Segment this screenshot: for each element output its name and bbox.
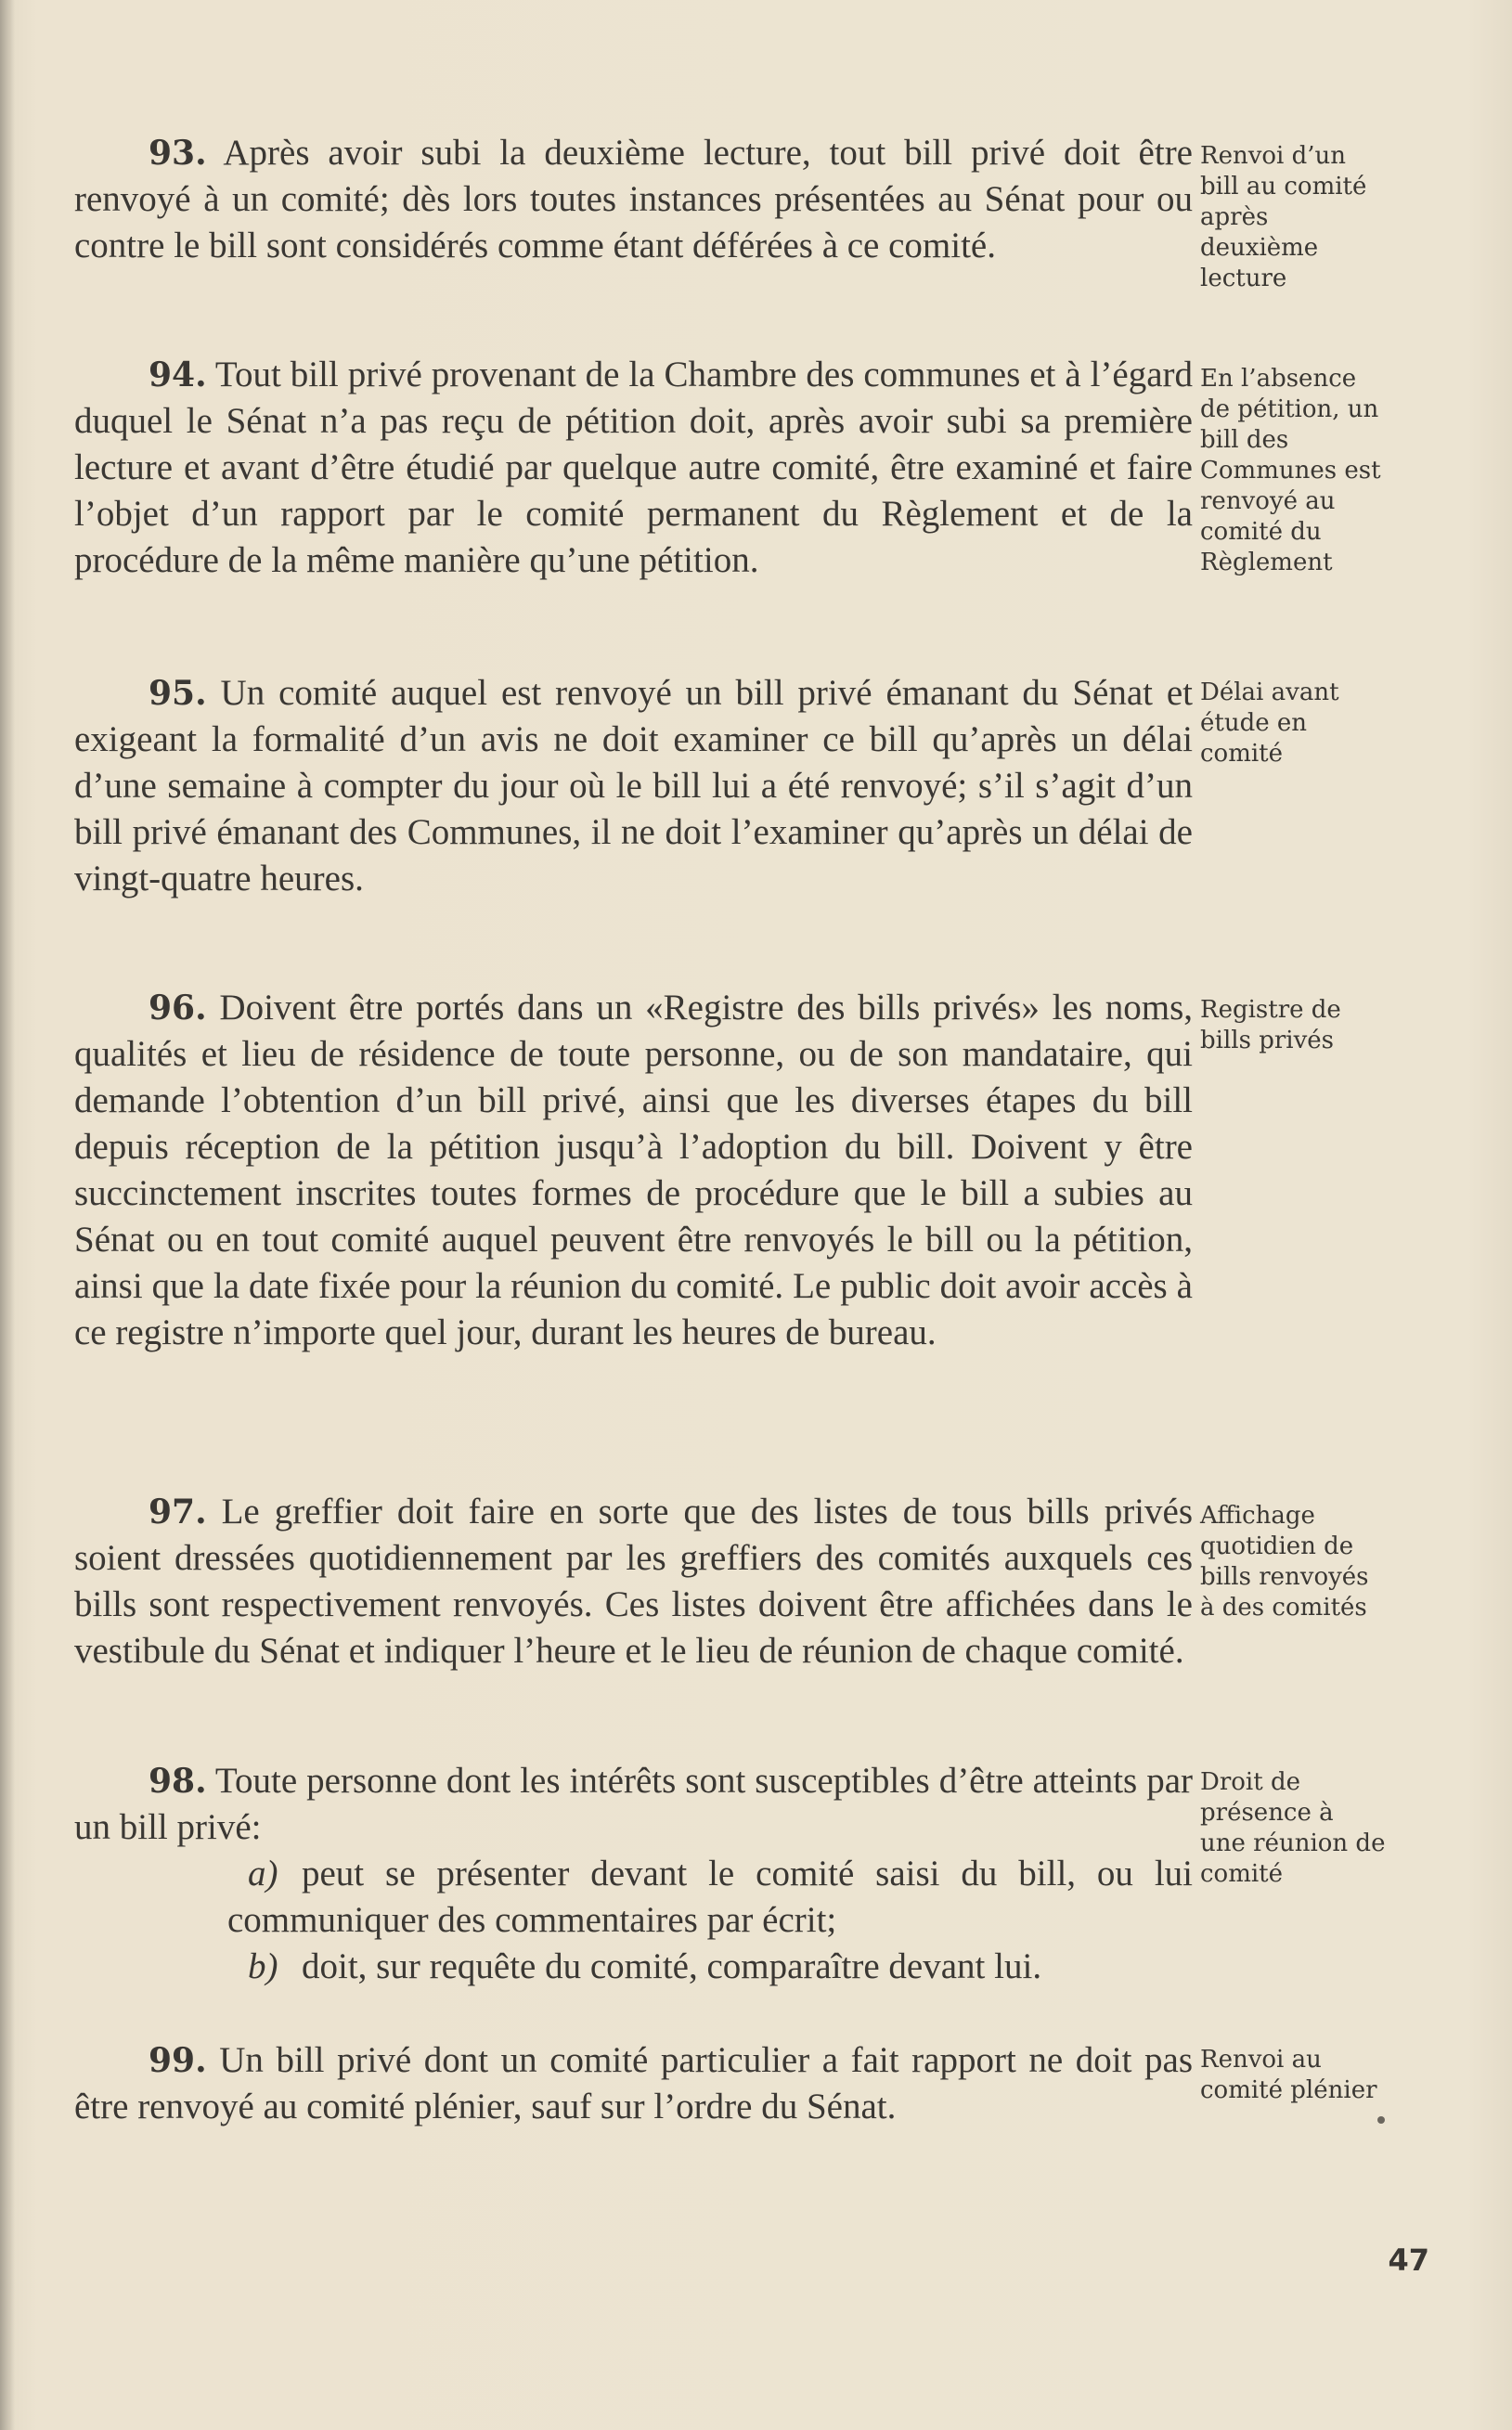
article-number: 98. <box>149 1762 207 1801</box>
article-number: 93. <box>149 134 207 173</box>
list-item <box>74 1851 1193 1944</box>
article-paragraph <box>74 1758 1193 1851</box>
article-text: Un comité auquel est renvoyé un bill privé émanant du Sénat et exigeant la formalité d’un avis ne doit examiner ce bill qu’après un délai d’une semaine à compter du jour où le bill lui a été renvoyé; s’il s’agit d’un bill privé émanant des Communes, il ne doit l’examiner qu’après un délai de vingt-quatre heures. <box>74 673 1193 898</box>
margin-note-93: Renvoi d’un bill au comité après deuxième lecture <box>1200 142 1367 292</box>
article-paragraph <box>74 985 1193 1356</box>
article-98 <box>74 1758 1193 1990</box>
margin-note-98: Droit de présence à une réunion de comité <box>1200 1768 1386 1888</box>
ink-speck <box>1377 2116 1385 2124</box>
article-paragraph <box>74 130 1193 269</box>
article-paragraph <box>74 670 1193 902</box>
article-text: Un bill privé dont un comité particulier a fait rapport ne doit pas être renvoyé au comité plénier, sauf sur l’ordre du Sénat. <box>74 2040 1193 2126</box>
list-item <box>74 1944 1193 1990</box>
item-label: a) <box>248 1854 278 1894</box>
article-97 <box>74 1489 1193 1674</box>
article-text: Toute personne dont les intérêts sont susceptibles d’être atteints par un bill privé: <box>74 1761 1194 1847</box>
article-text: Le greffier doit faire en sorte que des listes de tous bills privés soient dressées quotidiennement par les greffiers des comités auxquels ces bills sont respectivement renvoyés. Ces listes doivent être affichées dans le vestibule du Sénat et indiquer l’heure et le lieu de réunion de chaque comité. <box>74 1492 1194 1671</box>
article-paragraph <box>74 1489 1193 1674</box>
margin-note-95: Délai avant étude en comité <box>1200 679 1339 768</box>
margin-note-99: Renvoi au comité plénier <box>1200 2046 1377 2104</box>
item-text: peut se présenter devant le comité saisi du bill, ou lui communiquer des commentaires par écrit; <box>227 1854 1193 1940</box>
margin-note-97: Affichage quotidien de bills renvoyés à des comités <box>1200 1502 1369 1622</box>
margin-note-96: Registre de bills privés <box>1200 996 1341 1054</box>
item-label: b) <box>248 1946 278 1986</box>
article-number: 94. <box>149 355 207 394</box>
article-number: 99. <box>149 2041 207 2080</box>
article-text: Tout bill privé provenant de la Chambre des communes et à l’égard duquel le Sénat n’a pas reçu de pétition doit, après avoir subi sa première lecture et avant d’être étudié par quelque autre comité, être examiné et faire l’objet d’un rapport par le comité permanent du Règlement et de la procédure de la même manière qu’une pétition. <box>74 355 1194 580</box>
article-93 <box>74 130 1193 269</box>
article-text: Doivent être portés dans un «Registre des bills privés» les noms, qualités et lieu de résidence de toute personne, ou de son mandataire, qui demande l’obtention d’un bill privé, ainsi que les diverses étapes du bill depuis réception de la pétition jusqu’à l’adoption du bill. Doivent y être succinctement inscrites toutes formes de procédure que le bill a subies au Sénat ou en tout comité auquel peuvent être renvoyés le bill ou la pétition, ainsi que la date fixée pour la réunion du comité. Le public doit avoir accès à ce registre n’importe quel jour, durant les heures de bureau. <box>74 988 1194 1352</box>
article-94 <box>74 352 1193 584</box>
page-number: 47 <box>1388 2243 1429 2278</box>
item-text: doit, sur requête du comité, comparaître devant lui. <box>302 1946 1042 1986</box>
article-number: 96. <box>149 989 207 1028</box>
book-binding-edge <box>0 0 15 2430</box>
article-paragraph <box>74 352 1193 584</box>
article-paragraph <box>74 2037 1193 2130</box>
article-99 <box>74 2037 1193 2130</box>
article-96 <box>74 985 1193 1356</box>
article-number: 95. <box>149 674 207 713</box>
article-95 <box>74 670 1193 902</box>
margin-note-94: En l’absence de pétition, un bill des Communes est renvoyé au comité du Règlement <box>1200 365 1381 576</box>
article-text: Après avoir subi la deuxième lecture, tout bill privé doit être renvoyé à un comité; dès lors toutes instances présentées au Sénat pour ou contre le bill sont considérés comme étant déférées à ce comité. <box>74 133 1193 265</box>
article-number: 97. <box>149 1493 207 1532</box>
